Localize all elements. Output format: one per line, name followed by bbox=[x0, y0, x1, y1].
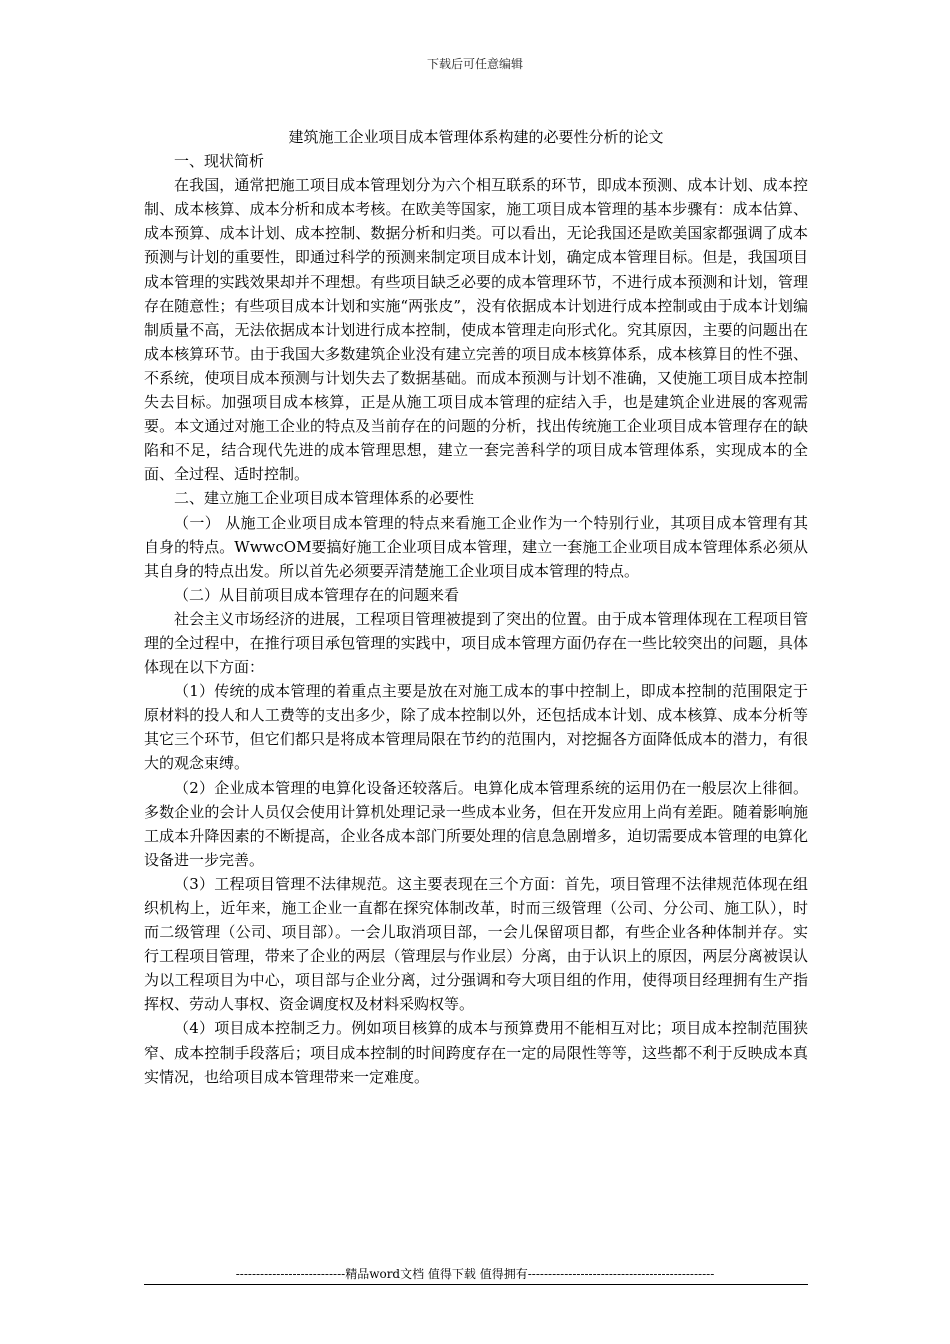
list-item: （2）企业成本管理的电算化设备还较落后。电算化成本管理系统的运用仍在一般层次上徘徊。多数企业的会计人员仅会使用计算机处理记录一些成本业务，但在开发应用上尚有差距。随着影响施工成本升降因素的不断提高，企业各成本部门所要处理的信息急剧增多，迫切需要成本管理的电算化设备进一步完善。 bbox=[144, 778, 808, 869]
paragraph: （一） 从施工企业项目成本管理的特点来看施工企业作为一个特别行业，其项目成本管理有其自身的特点。WwwcOM要搞好施工企业项目成本管理，建立一套施工企业项目成本管理体系必须从其自身的特点出发。所以首先必须要弄清楚施工企业项目成本管理的特点。 bbox=[144, 513, 808, 580]
paragraph: 在我国，通常把施工项目成本管理划分为六个相互联系的环节，即成本预测、成本计划、成本控制、成本核算、成本分析和成本考核。在欧美等国家，施工项目成本管理的基本步骤有：成本估算、成本预算、成本计划、成本控制、数据分析和归类。可以看出，无论我国还是欧美国家都强调了成本预测与计划的重要性，即通过科学的预测来制定项目成本计划，确定成本管理目标。但是，我国项目成本管理的实践效果却并不理想。有些项目缺乏必要的成本管理环节，不进行成本预测和计划，管理存在随意性；有些项目成本计划和实施“两张皮”，没有依据成本计划进行成本控制或由于成本计划编制质量不高，无法依据成本计划进行成本控制，使成本管理走向形式化。究其原因，主要的问题出在成本核算环节。由于我国大多数建筑企业没有建立完善的项目成本核算体系，成本核算目的性不强、不系统，使项目成本预测与计划失去了数据基础。而成本预测与计划不准确，又使施工项目成本控制失去目标。加强项目成本核算，正是从施工项目成本管理的症结入手，也是建筑企业进展的客观需要。本文通过对施工企业的特点及当前存在的问题的分析，找出传统施工企业项目成本管理存在的缺陷和不足，结合现代先进的成本管理思想，建立一套完善科学的项目成本管理体系，实现成本的全面、全过程、适时控制。 bbox=[144, 176, 808, 484]
section-heading-1: 一、现状简析 bbox=[174, 152, 265, 171]
section-heading-2: 二、建立施工企业项目成本管理体系的必要性 bbox=[174, 489, 475, 508]
list-item: （4）项目成本控制乏力。例如项目核算的成本与预算费用不能相互对比；项目成本控制范围狭窄、成本控制手段落后；项目成本控制的时间跨度存在一定的局限性等等，这些都不利于反映成本真实情况，也给项目成本管理带来一定难度。 bbox=[144, 1019, 808, 1086]
footer-note: ---------------------------精品word文档 值得下载 值得拥有---------------------------------------------- bbox=[235, 1267, 715, 1281]
footer-divider bbox=[144, 1284, 808, 1285]
header-note: 下载后可任意编辑 bbox=[426, 57, 523, 71]
document-body bbox=[144, 125, 808, 1089]
list-item: （1）传统的成本管理的着重点主要是放在对施工成本的事中控制上，即成本控制的范围限定于原材料的投人和人工费等的支出多少，除了成本控制以外，还包括成本计划、成本核算、成本分析等其它三个环节，但它们都只是将成本管理局限在节约的范围内，对挖掘各方面降低成本的潜力，有很大的观念束缚。 bbox=[144, 682, 808, 773]
list-item: （3）工程项目管理不法律规范。这主要表现在三个方面：首先，项目管理不法律规范体现在组织机构上，近年来，施工企业一直都在探究体制改革，时而三级管理（公司、分公司、施工队），时而二级管理（公司、项目部）。一会儿取消项目部，一会儿保留项目都，有些企业各种体制并存。实行工程项目管理，带来了企业的两层（管理层与作业层）分离，由于认识上的原因，两层分离被误认为以工程项目为中心，项目部与企业分离，过分强调和夸大项目组的作用，使得项目经理拥有生产指挥权、劳动人事权、资金调度权及材料采购权等。 bbox=[144, 874, 808, 1014]
document-title: 建筑施工企业项目成本管理体系构建的必要性分析的论文 bbox=[288, 128, 664, 146]
subsection-heading: （二）从目前项目成本管理存在的问题来看 bbox=[174, 585, 460, 604]
paragraph: 社会主义市场经济的进展，工程项目管理被提到了突出的位置。由于成本管理体现在工程项目管理的全过程中，在推行项目承包管理的实践中，项目成本管理方面仍存在一些比较突出的问题，具体体现在以下方面： bbox=[144, 609, 808, 677]
